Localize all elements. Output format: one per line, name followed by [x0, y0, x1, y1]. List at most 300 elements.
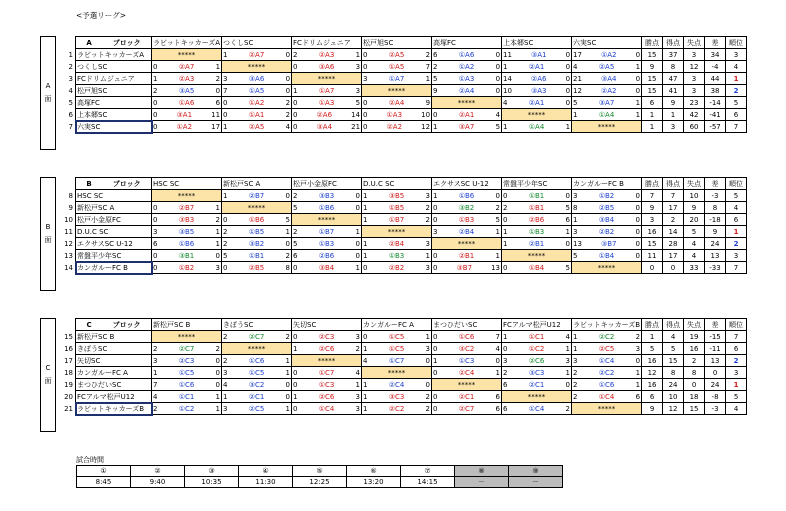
match-slot-number: ① — [77, 466, 131, 477]
match-result-cell: 21 ③A4 0 — [573, 74, 641, 83]
team-name: 矢切SC — [76, 355, 152, 367]
team-name: FCアルマ松戸U12 — [76, 391, 152, 403]
match-result-cell: 0 ②A2 12 — [363, 122, 431, 131]
team-name: HSC SC — [76, 190, 152, 202]
match-result-cell: 4 ②A5 1 — [573, 62, 641, 71]
match-result-cell: 1 ②C2 2 — [573, 332, 641, 341]
match-slot-time: 13:20 — [347, 477, 401, 488]
stat-cell: 1 — [663, 109, 684, 121]
stat-cell: 15 — [642, 73, 663, 85]
rank-cell: 3 — [726, 367, 747, 379]
stat-header: 勝点 — [642, 37, 663, 49]
match-result-cell: 6 ①B6 1 — [153, 239, 220, 248]
match-result-cell: 1 ②B7 0 — [223, 191, 290, 200]
stat-cell: 15 — [684, 403, 705, 415]
match-slot-time: 14:15 — [401, 477, 455, 488]
rank-cell: 1 — [726, 226, 747, 238]
team-number: 20 — [64, 392, 73, 401]
opponent-header: カンガルーFC A — [362, 319, 432, 331]
self-match-cell: ***** — [362, 85, 432, 97]
stat-cell: 15 — [642, 49, 663, 61]
team-number: 18 — [64, 368, 73, 377]
stat-cell: 4 — [663, 331, 684, 343]
stat-cell: 44 — [705, 73, 726, 85]
match-result-cell: 1 ②C4 0 — [363, 380, 430, 389]
match-result-cell: 5 ③A7 1 — [573, 98, 641, 107]
self-match-cell: ***** — [572, 262, 642, 274]
match-result-cell: 11 ③A1 0 — [503, 50, 571, 59]
stat-cell: 34 — [705, 49, 726, 61]
match-slot-number: ③ — [185, 466, 239, 477]
stat-cell: 9 — [663, 97, 684, 109]
match-result-cell: 4 ①C7 0 — [363, 356, 430, 365]
match-result-cell: 1 ②C5 3 — [573, 344, 641, 353]
stat-header: 勝点 — [642, 319, 663, 331]
match-result-cell: 0 ②A6 14 — [293, 110, 361, 119]
match-slot-number: ⑦ — [401, 466, 455, 477]
rank-cell: 4 — [726, 403, 747, 415]
match-result-cell: 1 ①C1 4 — [503, 332, 570, 341]
stat-cell: 33 — [684, 262, 705, 274]
team-name: カンガルーFC B — [76, 262, 152, 274]
stat-cell: 3 — [684, 85, 705, 97]
stat-cell: 5 — [642, 343, 663, 355]
self-match-cell: ***** — [432, 97, 502, 109]
stat-cell: 9 — [684, 202, 705, 214]
match-result-cell: 1 ①C5 0 — [153, 368, 220, 377]
stat-cell: 12 — [684, 61, 705, 73]
stat-cell: 23 — [684, 97, 705, 109]
team-name: 上本郷SC — [76, 109, 152, 121]
self-match-cell: ***** — [502, 250, 572, 262]
team-row — [62, 85, 747, 97]
match-result-cell: 1 ①B3 1 — [363, 251, 430, 260]
stat-cell: 9 — [642, 202, 663, 214]
match-result-cell: 1 ③B5 3 — [363, 191, 430, 200]
match-result-cell: 5 ①B4 0 — [573, 251, 640, 260]
court-label: B 面 — [40, 177, 56, 291]
opponent-header: まつひだいSC — [432, 319, 502, 331]
match-result-cell: 0 ③C2 4 — [433, 344, 500, 353]
stat-header: 得点 — [663, 319, 684, 331]
match-result-cell: 1 ②C2 2 — [363, 404, 430, 413]
team-name: カンガルーFC A — [76, 367, 152, 379]
rank-cell: 6 — [726, 214, 747, 226]
match-result-cell: 1 ②C6 2 — [293, 344, 360, 353]
team-name: 六実SC — [76, 121, 152, 133]
match-result-cell: 2 ②A3 1 — [293, 50, 361, 59]
stat-cell: 0 — [663, 262, 684, 274]
team-name: FCドリムジュニア — [76, 73, 152, 85]
match-result-cell: 2 ③C3 1 — [503, 368, 570, 377]
stat-header: 失点 — [684, 178, 705, 190]
stat-cell: -8 — [705, 391, 726, 403]
opponent-header: HSC SC — [152, 178, 222, 190]
match-result-cell: 3 ①B2 0 — [573, 191, 640, 200]
rank-cell: 5 — [726, 391, 747, 403]
team-number: 7 — [68, 122, 73, 131]
team-row — [62, 97, 747, 109]
match-slot-number: ② — [131, 466, 185, 477]
stat-cell: 0 — [642, 262, 663, 274]
opponent-header: 松戸小金原FC — [292, 178, 362, 190]
match-result-cell: 14 ②A6 0 — [503, 74, 571, 83]
match-result-cell: 0 ②C7 6 — [433, 404, 500, 413]
stat-cell: 1 — [642, 109, 663, 121]
match-result-cell: 0 ②C3 3 — [293, 332, 360, 341]
match-result-cell: 3 ①C4 0 — [573, 356, 641, 365]
team-name: つくしSC — [76, 61, 152, 73]
opponent-header: きぼうSC — [222, 319, 292, 331]
stat-cell: 8 — [663, 367, 684, 379]
match-slot-time: 11:30 — [239, 477, 293, 488]
team-number: 5 — [68, 98, 73, 107]
self-match-cell: ***** — [292, 73, 362, 85]
match-result-cell: 3 ②C6 3 — [503, 356, 570, 365]
stat-cell: 18 — [684, 391, 705, 403]
match-result-cell: 0 ①A1 2 — [223, 110, 291, 119]
self-match-cell: ***** — [152, 190, 222, 202]
opponent-header: FCアルマ松戸U12 — [502, 319, 572, 331]
team-number: 9 — [68, 203, 73, 212]
team-number: 17 — [64, 356, 73, 365]
stat-header: 差 — [705, 178, 726, 190]
team-number: 10 — [64, 215, 73, 224]
team-row — [62, 73, 747, 85]
match-result-cell: 1 ②B4 3 — [363, 239, 430, 248]
team-row — [62, 262, 747, 274]
match-result-cell: 5 ①B1 2 — [223, 251, 290, 260]
team-row — [62, 391, 747, 403]
team-row — [62, 226, 747, 238]
match-result-cell: 1 ②A3 2 — [153, 74, 221, 83]
match-result-cell: 0 ③B1 0 — [153, 251, 220, 260]
match-result-cell: 0 ②B7 1 — [153, 203, 220, 212]
stat-header: 失点 — [684, 37, 705, 49]
self-match-cell: ***** — [152, 49, 222, 61]
court-label: A 面 — [40, 36, 56, 150]
match-result-cell: 1 ①B3 1 — [503, 227, 570, 236]
stat-cell: 4 — [684, 238, 705, 250]
stat-header: 順位 — [726, 37, 747, 49]
page-title: <予選リーグ> — [76, 11, 127, 20]
match-result-cell: 1 ①B7 2 — [363, 215, 430, 224]
court-label: C 面 — [40, 318, 56, 432]
match-result-cell: 8 ②B5 0 — [573, 203, 640, 212]
stat-cell: 3 — [684, 73, 705, 85]
self-match-cell: ***** — [222, 202, 292, 214]
stat-cell: 3 — [642, 214, 663, 226]
match-result-cell: 2 ①C6 1 — [223, 356, 290, 365]
match-result-cell: 4 ③C2 0 — [223, 380, 290, 389]
stat-cell: -18 — [705, 214, 726, 226]
match-result-cell: 0 ①C5 1 — [363, 332, 430, 341]
stat-header: 勝点 — [642, 178, 663, 190]
stat-cell: 1 — [642, 121, 663, 133]
rank-cell: 1 — [726, 379, 747, 391]
match-result-cell: 0 ①C6 7 — [433, 332, 500, 341]
self-match-cell: ***** — [362, 226, 432, 238]
match-result-cell: 0 ③B4 1 — [293, 263, 360, 272]
stat-cell: -11 — [705, 343, 726, 355]
match-result-cell: 0 ①B3 5 — [433, 215, 500, 224]
match-result-cell: 3 ③A6 0 — [223, 74, 291, 83]
stat-cell: 16 — [642, 226, 663, 238]
stat-header: 得点 — [663, 178, 684, 190]
stat-cell: 8 — [705, 202, 726, 214]
rank-cell: 2 — [726, 238, 747, 250]
match-result-cell: 0 ②B2 3 — [363, 263, 430, 272]
match-result-cell: 2 ①C6 1 — [573, 380, 641, 389]
stat-cell: 8 — [663, 61, 684, 73]
rank-cell: 4 — [726, 61, 747, 73]
self-match-cell: ***** — [572, 121, 642, 133]
match-result-cell: 0 ①A3 10 — [363, 110, 431, 119]
match-result-cell: 0 ②B1 1 — [433, 251, 500, 260]
team-row — [62, 343, 747, 355]
match-result-cell: 3 ①A7 1 — [363, 74, 431, 83]
team-name: 松戸小金原FC — [76, 214, 152, 226]
match-slot-time: － — [509, 477, 563, 488]
stat-cell: 16 — [684, 343, 705, 355]
match-result-cell: 0 ①A3 5 — [293, 98, 361, 107]
stat-cell: 6 — [642, 391, 663, 403]
match-result-cell: 0 ②A1 4 — [433, 110, 501, 119]
match-result-cell: 0 ①A2 2 — [223, 98, 291, 107]
team-row — [62, 202, 747, 214]
match-result-cell: 6 ②B6 0 — [293, 251, 360, 260]
team-name: エクサスSC U-12 — [76, 238, 152, 250]
match-result-cell: 2 ②C7 2 — [223, 332, 290, 341]
stat-cell: -15 — [705, 331, 726, 343]
stat-header: 失点 — [684, 319, 705, 331]
stat-cell: 10 — [684, 190, 705, 202]
match-result-cell: 4 ①C1 1 — [153, 392, 220, 401]
match-result-cell: 0 ②A5 2 — [363, 50, 431, 59]
match-result-cell: 2 ①C2 1 — [153, 404, 220, 413]
match-result-cell: 1 ①A4 1 — [573, 110, 641, 119]
match-slot-time: － — [455, 477, 509, 488]
self-match-cell: ***** — [292, 214, 362, 226]
stat-cell: 1 — [642, 331, 663, 343]
team-name: ラビットキッカーズA — [76, 49, 152, 61]
team-number: 15 — [64, 332, 73, 341]
match-slot-number: ④ — [239, 466, 293, 477]
stat-cell: -57 — [705, 121, 726, 133]
match-slot-time: 12:25 — [293, 477, 347, 488]
team-number: 8 — [68, 191, 73, 200]
stat-cell: 24 — [663, 379, 684, 391]
stat-cell: 9 — [642, 61, 663, 73]
team-row — [62, 121, 747, 133]
stat-cell: 47 — [663, 73, 684, 85]
self-match-cell: ***** — [222, 61, 292, 73]
stat-cell: 38 — [705, 85, 726, 97]
stat-cell: 9 — [642, 403, 663, 415]
match-result-cell: 2 ③B2 0 — [223, 239, 290, 248]
match-result-cell: 0 ①C2 1 — [503, 344, 570, 353]
team-number: 6 — [68, 110, 73, 119]
match-result-cell: 1 ②A1 0 — [503, 62, 571, 71]
match-result-cell: 17 ①A2 0 — [573, 50, 641, 59]
team-number: 1 — [68, 50, 73, 59]
opponent-header: ラビットキッカーズB — [573, 320, 641, 329]
match-result-cell: 0 ①C4 3 — [293, 404, 360, 413]
match-slot-number: ⑤ — [293, 466, 347, 477]
stat-cell: 14 — [663, 226, 684, 238]
match-result-cell: 2 ①C4 6 — [573, 392, 641, 401]
stat-cell: 6 — [642, 97, 663, 109]
match-result-cell: 0 ①A5 7 — [363, 62, 431, 71]
match-result-cell: 0 ③A1 11 — [153, 110, 221, 119]
match-result-cell: 6 ①C4 2 — [503, 404, 570, 413]
match-result-cell: 1 ③B4 0 — [573, 215, 640, 224]
match-result-cell: 1 ②B1 0 — [503, 239, 570, 248]
stat-cell: -4 — [705, 61, 726, 73]
match-slot-number: ⑥ — [347, 466, 401, 477]
team-number: 21 — [64, 404, 73, 413]
match-result-cell: 2 ③A5 0 — [153, 86, 221, 95]
match-result-cell: 1 ②A7 0 — [223, 50, 291, 59]
match-result-cell: 2 ①A2 0 — [433, 62, 501, 71]
team-name: まつひだいSC — [76, 379, 152, 391]
opponent-header: つくしSC — [222, 37, 292, 49]
rank-cell: 2 — [726, 355, 747, 367]
stat-cell: 17 — [663, 250, 684, 262]
opponent-header: カンガルーFC B — [572, 178, 642, 190]
stat-cell: 60 — [684, 121, 705, 133]
rank-cell: 3 — [726, 49, 747, 61]
opponent-header: 新松戸SC B — [152, 319, 222, 331]
stat-cell: 7 — [663, 190, 684, 202]
match-result-cell: 1 ②C1 0 — [223, 392, 290, 401]
stat-cell: -33 — [705, 262, 726, 274]
match-result-cell: 5 ①A3 0 — [433, 74, 501, 83]
match-result-cell: 7 ①A5 0 — [223, 86, 291, 95]
stat-header: 順位 — [726, 319, 747, 331]
match-result-cell: 10 ③A3 0 — [503, 86, 571, 95]
stat-cell: 11 — [642, 250, 663, 262]
stat-cell: 7 — [642, 190, 663, 202]
match-result-cell: 0 ①C7 4 — [293, 368, 360, 377]
team-row — [62, 49, 747, 61]
stat-cell: 24 — [705, 379, 726, 391]
match-result-cell: 3 ③B5 1 — [153, 227, 220, 236]
self-match-cell: ***** — [572, 403, 642, 415]
stat-cell: 9 — [705, 226, 726, 238]
team-number: 16 — [64, 344, 73, 353]
stat-cell: 17 — [663, 202, 684, 214]
rank-cell: 6 — [726, 109, 747, 121]
stat-cell: -3 — [705, 190, 726, 202]
stat-header: 差 — [705, 319, 726, 331]
block-header: B ブロック — [76, 178, 152, 190]
match-result-cell: 6 ①A6 0 — [433, 50, 501, 59]
match-result-cell: 0 ①B2 3 — [153, 263, 220, 272]
match-slot-number: ⑧ — [455, 466, 509, 477]
team-row — [62, 355, 747, 367]
opponent-header: 常盤平少年SC — [502, 178, 572, 190]
match-result-cell: 1 ②C6 3 — [293, 392, 360, 401]
match-result-cell: 5 ①B6 0 — [293, 203, 360, 212]
match-result-cell: 0 ③A6 3 — [293, 62, 361, 71]
match-slot-time: 8:45 — [77, 477, 131, 488]
stat-cell: 37 — [663, 49, 684, 61]
match-result-cell: 1 ①B5 2 — [363, 203, 430, 212]
opponent-header: 松戸旭SC — [362, 37, 432, 49]
block-header: A ブロック — [76, 37, 152, 49]
stat-cell: 12 — [663, 403, 684, 415]
match-result-cell: 3 ②B2 0 — [573, 227, 640, 236]
stat-cell: 42 — [684, 109, 705, 121]
match-result-cell: 2 ②C2 1 — [573, 368, 641, 377]
match-result-cell: 1 ①C5 3 — [363, 344, 430, 353]
stat-header: 差 — [705, 37, 726, 49]
match-result-cell: 0 ②B6 6 — [503, 215, 570, 224]
stat-header: 得点 — [663, 37, 684, 49]
match-times-label: 試合時間 — [76, 456, 104, 464]
match-result-cell: 1 ①B6 0 — [433, 191, 500, 200]
match-result-cell: 2 ②C7 2 — [153, 344, 220, 353]
match-times-table — [76, 465, 563, 488]
team-row — [62, 190, 747, 202]
stat-cell: 4 — [684, 250, 705, 262]
self-match-cell: ***** — [502, 391, 572, 403]
league-table — [62, 36, 747, 133]
match-result-cell: 0 ③B7 13 — [433, 263, 500, 272]
league-table — [62, 177, 747, 274]
stat-cell: -14 — [705, 97, 726, 109]
match-result-cell: 0 ①C3 1 — [293, 380, 360, 389]
stat-cell: 3 — [684, 49, 705, 61]
match-result-cell: 1 ③A7 5 — [433, 122, 501, 131]
stat-cell: 0 — [684, 379, 705, 391]
self-match-cell: ***** — [292, 355, 362, 367]
stat-cell: -3 — [705, 403, 726, 415]
rank-cell: 1 — [726, 73, 747, 85]
match-result-cell: 3 ②C5 1 — [223, 404, 290, 413]
rank-cell: 7 — [726, 262, 747, 274]
match-result-cell: 2 ③B3 0 — [293, 191, 360, 200]
stat-cell: -41 — [705, 109, 726, 121]
self-match-cell: ***** — [222, 343, 292, 355]
stat-cell: 15 — [642, 85, 663, 97]
match-result-cell: 0 ①B4 5 — [503, 263, 570, 272]
self-match-cell: ***** — [432, 379, 502, 391]
match-result-cell: 0 ②C4 1 — [433, 368, 500, 377]
opponent-header: FCドリムジュニア — [292, 37, 362, 49]
stat-cell: 8 — [684, 367, 705, 379]
match-result-cell: 2 ①B5 1 — [223, 227, 290, 236]
stat-cell: 16 — [642, 355, 663, 367]
rank-cell: 7 — [726, 331, 747, 343]
match-result-cell: 5 ①B3 0 — [293, 239, 360, 248]
team-number: 13 — [64, 251, 73, 260]
opponent-header: D.U.C SC — [362, 178, 432, 190]
self-match-cell: ***** — [152, 331, 222, 343]
rank-cell: 4 — [726, 202, 747, 214]
match-result-cell: 6 ②C1 0 — [503, 380, 570, 389]
team-row — [62, 331, 747, 343]
team-name: 新松戸SC A — [76, 202, 152, 214]
team-name: ラビットキッカーズB — [76, 403, 152, 415]
team-name: 高塚FC — [76, 97, 152, 109]
opponent-header: 上本郷SC — [502, 37, 572, 49]
stat-cell: 41 — [663, 85, 684, 97]
stat-cell: 15 — [663, 355, 684, 367]
league-table — [62, 318, 747, 415]
match-result-cell: 13 ③B7 0 — [573, 239, 640, 248]
